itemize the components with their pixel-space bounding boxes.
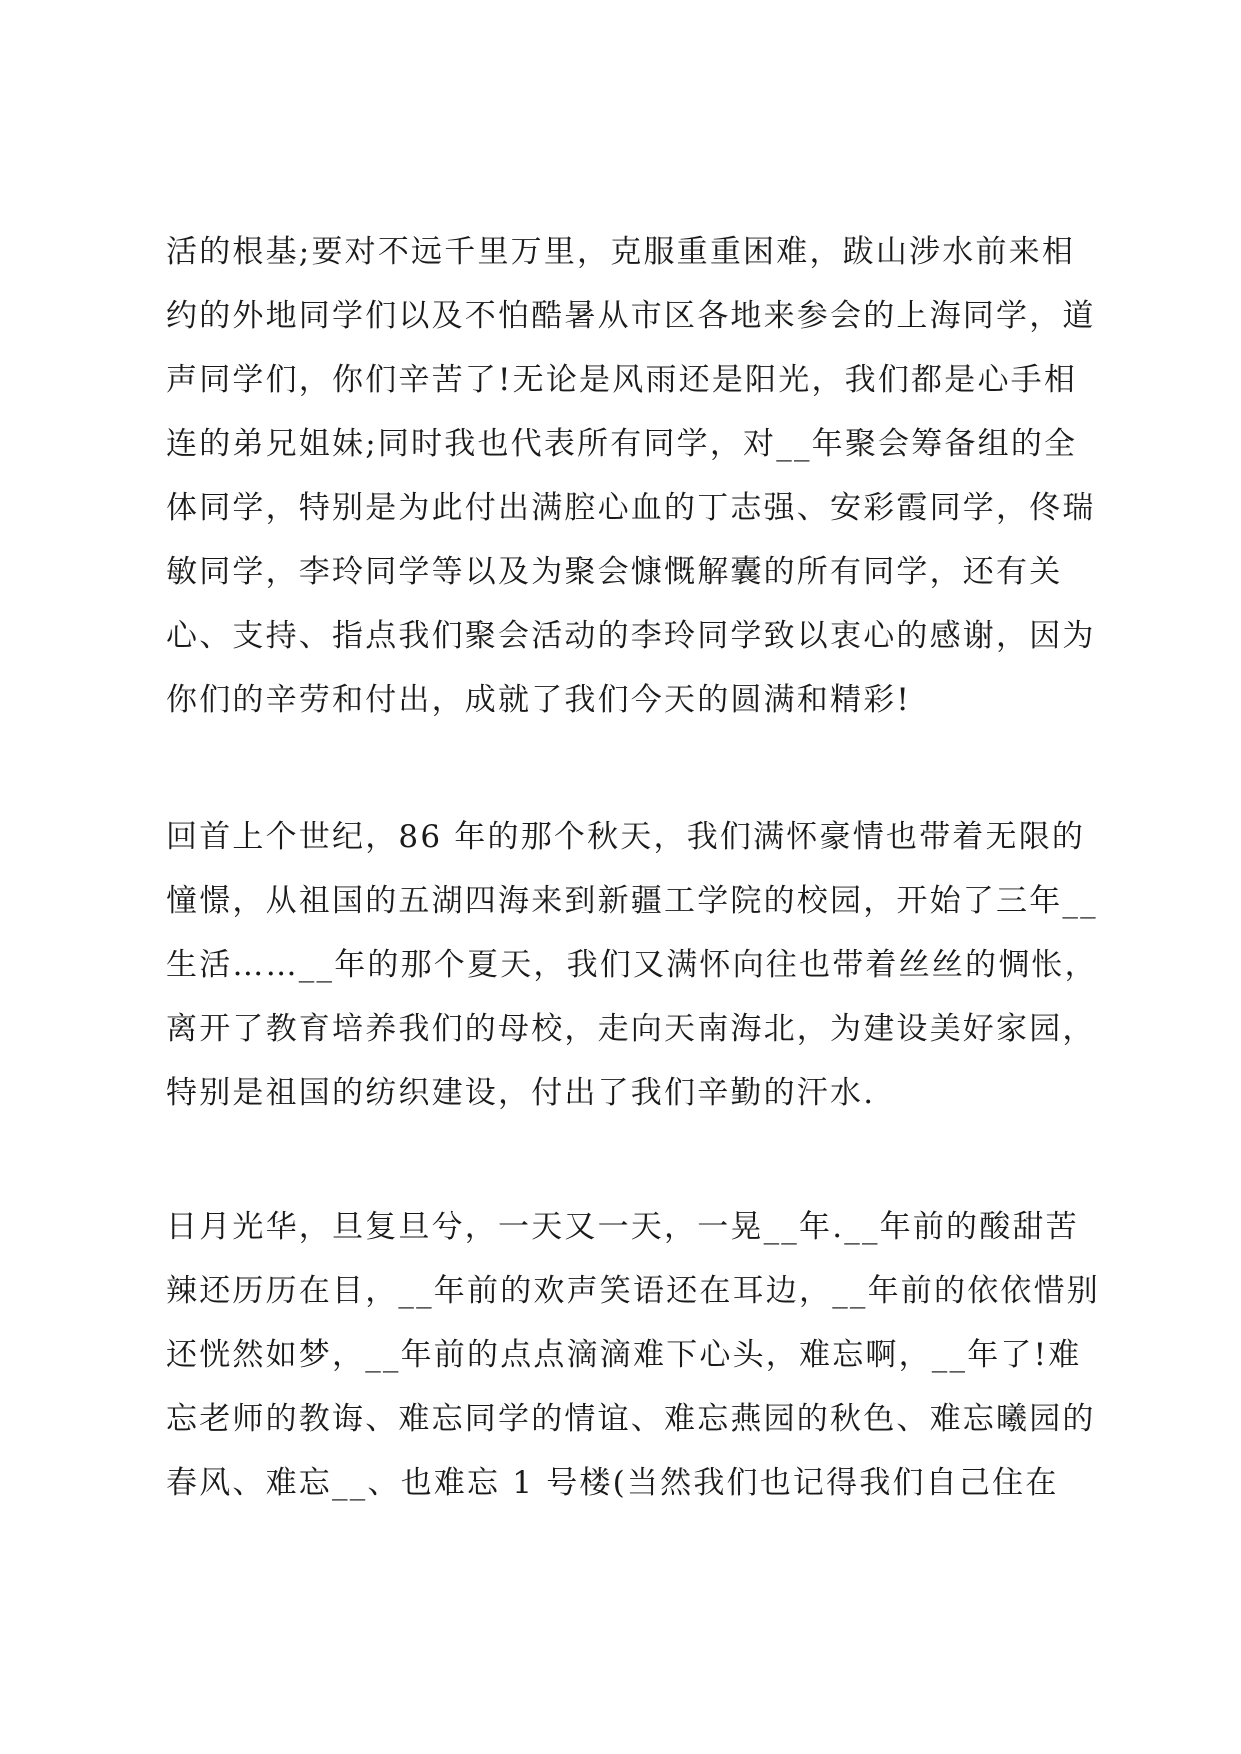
text-line: 体同学，特别是为此付出满腔心血的丁志强、安彩霞同学，佟瑞 bbox=[166, 490, 1096, 526]
text-line: 春风、难忘__、也难忘 1 号楼(当然我们也记得我们自己住在 bbox=[166, 1465, 1059, 1501]
text-line: 日月光华，旦复旦兮，一天又一天，一晃__年.__年前的酸甜苦 bbox=[166, 1209, 1079, 1245]
text-line: 声同学们，你们辛苦了!无论是风雨还是阳光，我们都是心手相 bbox=[166, 362, 1078, 398]
text-line: 特别是祖国的纺织建设，付出了我们辛勤的汗水. bbox=[166, 1075, 876, 1111]
text-line: 还恍然如梦，__年前的点点滴滴难下心头，难忘啊，__年了!难 bbox=[166, 1337, 1082, 1373]
text-line: 忘老师的教诲、难忘同学的情谊、难忘燕园的秋色、难忘曦园的 bbox=[166, 1401, 1096, 1437]
paragraph-memories bbox=[166, 805, 1096, 1125]
text-line: 辣还历历在目，__年前的欢声笑语还在耳边，__年前的依依惜别 bbox=[166, 1273, 1100, 1309]
text-line: 活的根基;要对不远千里万里，克服重重困难，跋山涉水前来相 bbox=[166, 234, 1076, 270]
text-line: 回首上个世纪，86 年的那个秋天，我们满怀豪情也带着无限的 bbox=[166, 819, 1086, 855]
paragraph-reflection bbox=[166, 1195, 1100, 1515]
text-line: 憧憬，从祖国的五湖四海来到新疆工学院的校园，开始了三年__ bbox=[166, 883, 1098, 919]
text-line: 敏同学，李玲同学等以及为聚会慷慨解囊的所有同学，还有关 bbox=[166, 554, 1063, 590]
text-line: 你们的辛劳和付出，成就了我们今天的圆满和精彩! bbox=[166, 682, 912, 718]
text-line: 约的外地同学们以及不怕酷暑从市区各地来参会的上海同学，道 bbox=[166, 298, 1096, 334]
text-line: 连的弟兄姐妹;同时我也代表所有同学，对__年聚会筹备组的全 bbox=[166, 426, 1078, 462]
text-line: 心、支持、指点我们聚会活动的李玲同学致以衷心的感谢，因为 bbox=[166, 618, 1096, 654]
paragraph-thanks bbox=[166, 220, 1096, 732]
text-line: 生活……__年的那个夏天，我们又满怀向往也带着丝丝的惆怅， bbox=[166, 947, 1098, 983]
text-line: 离开了教育培养我们的母校，走向天南海北，为建设美好家园， bbox=[166, 1011, 1096, 1047]
